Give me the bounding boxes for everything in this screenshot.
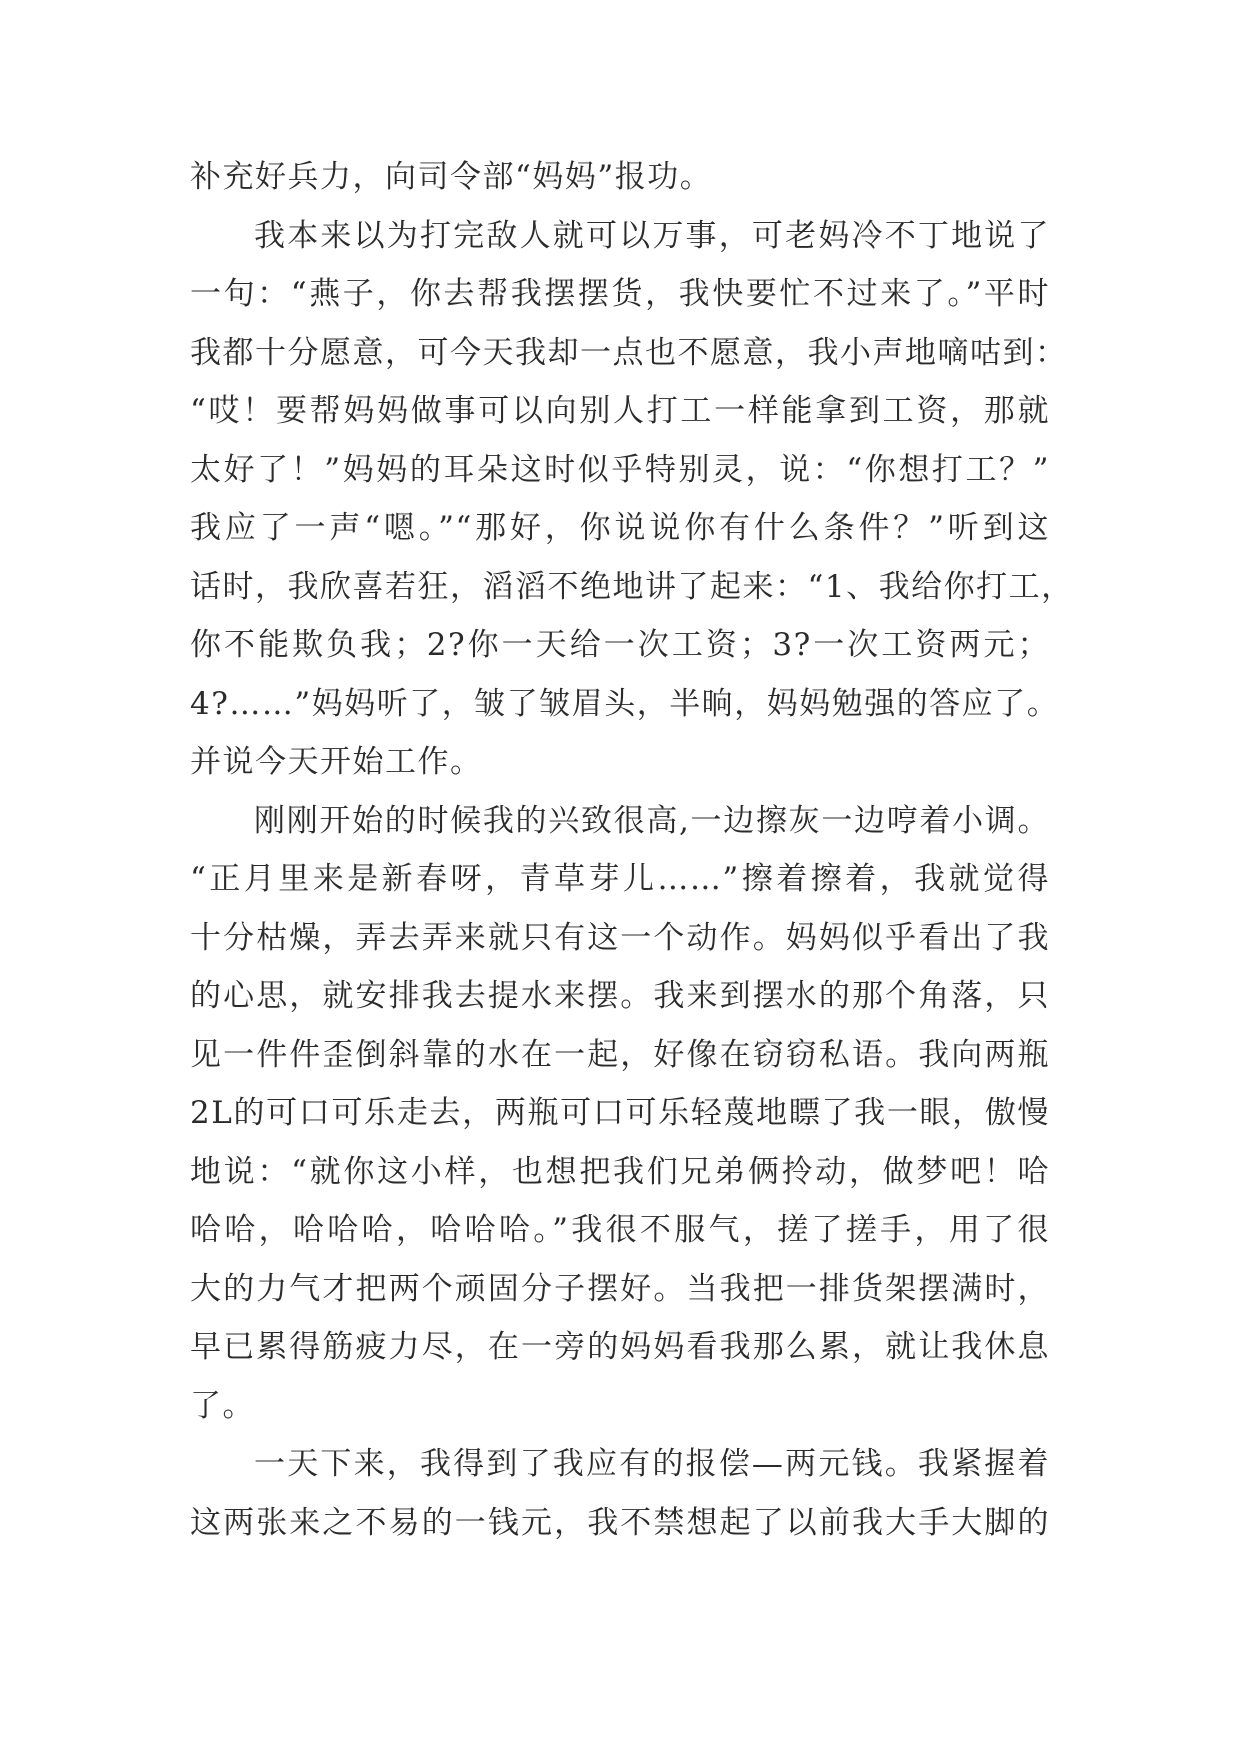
text-line: 太好了！”妈妈的耳朵这时似乎特别灵，说：“你想打工？”: [190, 451, 1050, 488]
text-line: “哎！要帮妈妈做事可以向别人打工一样能拿到工资，那就: [190, 393, 1050, 429]
text-line: 见一件件歪倒斜靠的水在一起，好像在窃窃私语。我向两瓶: [190, 1036, 1050, 1073]
text-line: 补充好兵力，向司令部“妈妈”报功。: [190, 159, 713, 195]
text-line: 地说：“就你这小样，也想把我们兄弟俩拎动，做梦吧！哈: [190, 1153, 1050, 1190]
text-line: 这两张来之不易的一钱元，我不禁想起了以前我大手大脚的: [190, 1504, 1050, 1541]
text-line: 我应了一声“嗯。”“那好，你说说你有什么条件？”听到这: [190, 510, 1050, 546]
text-line: 你不能欺负我；2?你一天给一次工资；3?一次工资两元；: [190, 627, 1050, 663]
text-line: 我本来以为打完敌人就可以万事，可老妈冷不丁地说了: [254, 217, 1050, 254]
text-line: 大的力气才把两个顽固分子摆好。当我把一排货架摆满时，: [190, 1270, 1050, 1307]
text-line: 刚刚开始的时候我的兴致很高,一边擦灰一边哼着小调。: [254, 802, 1050, 839]
text-line: 了。: [190, 1387, 255, 1424]
text-line: “正月里来是新春呀，青草芽儿……”擦着擦着，我就觉得: [190, 861, 1050, 897]
text-line: 早已累得筋疲力尽，在一旁的妈妈看我那么累，就让我休息: [190, 1329, 1050, 1365]
text-line: 话时，我欣喜若狂，滔滔不绝地讲了起来：“1、我给你打工，: [190, 568, 1074, 605]
text-line: 我都十分愿意，可今天我却一点也不愿意，我小声地嘀咕到：: [190, 334, 1068, 371]
text-line: 4?……”妈妈听了，皱了皱眉头，半晌，妈妈勉强的答应了。: [190, 685, 1060, 722]
text-line: 一句：“燕子，你去帮我摆摆货，我快要忙不过来了。”平时: [190, 276, 1050, 312]
text-line: 的心思，就安排我去提水来摆。我来到摆水的那个角落，只: [190, 978, 1050, 1014]
text-line: 2L的可口可乐走去，两瓶可口可乐轻蔑地瞟了我一眼，傲慢: [190, 1095, 1050, 1131]
text-line: 哈哈，哈哈哈，哈哈哈。”我很不服气，搓了搓手，用了很: [190, 1212, 1050, 1248]
text-line: 并说今天开始工作。: [190, 744, 483, 780]
text-line: 一天下来，我得到了我应有的报偿—两元钱。我紧握着: [254, 1446, 1050, 1482]
body-text: [190, 148, 1074, 1552]
text-line: 十分枯燥，弄去弄来就只有这一个动作。妈妈似乎看出了我: [190, 919, 1050, 956]
